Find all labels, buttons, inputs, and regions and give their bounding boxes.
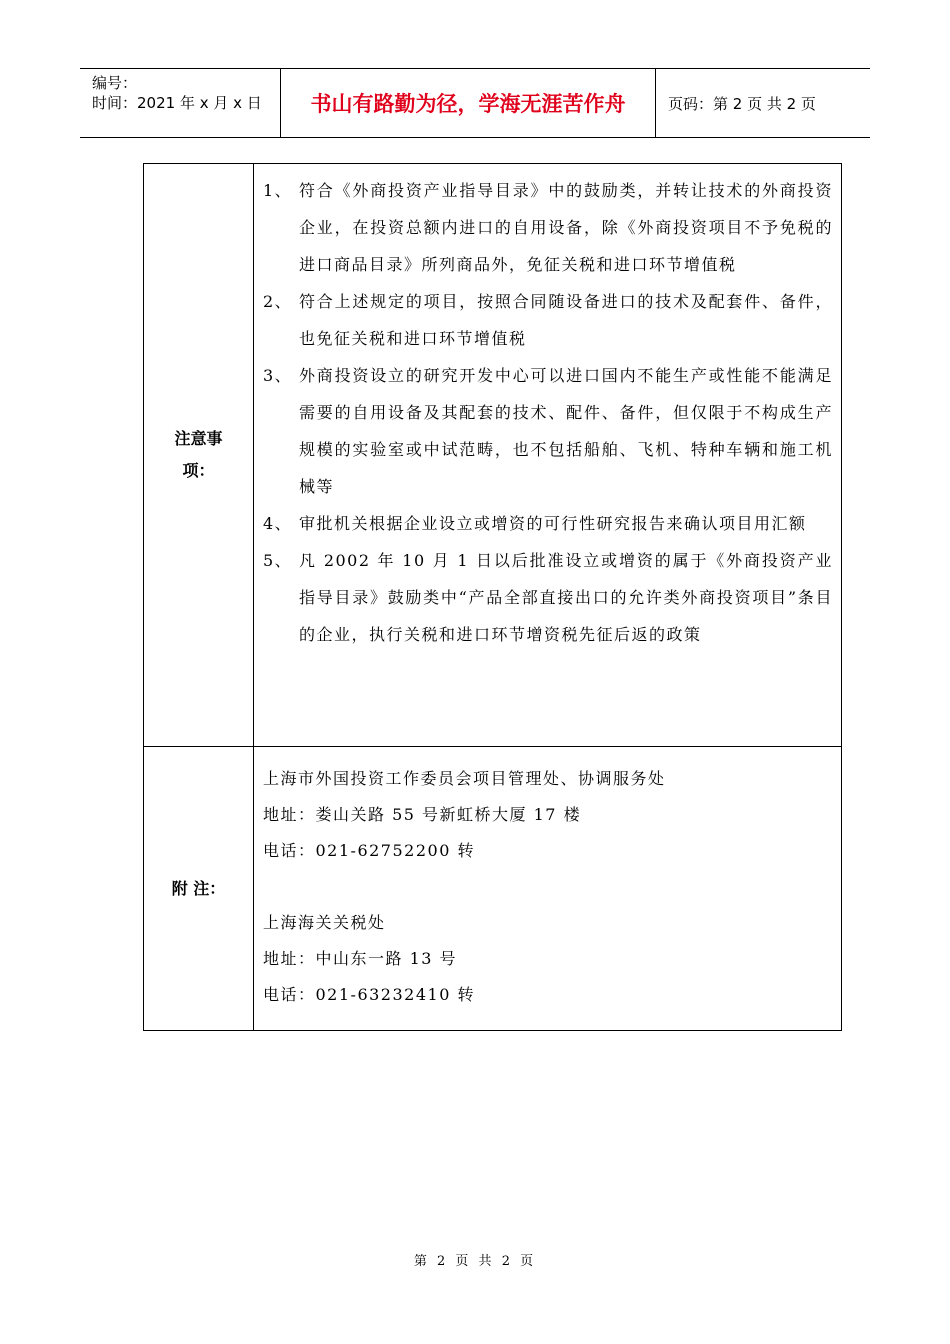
header-motto: 书山有路勤为径，学海无涯苦作舟 xyxy=(280,69,656,137)
spacer xyxy=(263,869,833,905)
list-item-number: 2、 xyxy=(263,292,293,311)
appendix-row xyxy=(144,747,841,1030)
appendix-label-cell xyxy=(144,747,254,1030)
time-label: 时间：2021 年 x 月 x 日 xyxy=(92,94,262,112)
org2-phone: 电话：021-63232410 转 xyxy=(263,985,475,1004)
org1-phone: 电话：021-62752200 转 xyxy=(263,841,475,860)
list-item-text: 符合上述规定的项目，按照合同随设备进口的技术及配套件、备件，也免征关税和进口环节增值税 xyxy=(299,292,833,348)
list-item-number: 1、 xyxy=(263,181,293,200)
list-item-text: 符合《外商投资产业指导目录》中的鼓励类，并转让技术的外商投资企业，在投资总额内进口的自用设备，除《外商投资项目不予免税的进口商品目录》所列商品外，免征关税和进口环节增值税 xyxy=(299,181,833,274)
list-item xyxy=(263,542,833,653)
notes-label-cell xyxy=(144,164,254,746)
header-page-label: 页码：第 2 页 共 2 页 xyxy=(668,94,816,113)
content-table xyxy=(143,163,842,1031)
list-item-number: 3、 xyxy=(263,366,293,385)
number-label: 编号： xyxy=(92,74,138,92)
document-header xyxy=(80,68,870,138)
list-item-text: 外商投资设立的研究开发中心可以进口国内不能生产或性能不能满足需要的自用设备及其配套的技术、配件、备件，但仅限于不构成生产规模的实验室或中试范畴，也不包括船舶、飞机、特种车辆和施工机械等 xyxy=(299,366,833,496)
page-footer: 第 2 页 共 2 页 xyxy=(413,1254,537,1269)
org2-address: 地址：中山东一路 13 号 xyxy=(263,949,458,968)
header-meta xyxy=(80,69,280,137)
list-item-number: 4、 xyxy=(263,514,293,533)
list-item xyxy=(263,172,833,283)
org2-name: 上海海关关税处 xyxy=(263,913,386,932)
notes-label: 注意事项： xyxy=(174,429,223,480)
org1-address: 地址：娄山关路 55 号新虹桥大厦 17 楼 xyxy=(263,805,582,824)
list-item-text: 凡 2002 年 10 月 1 日以后批准设立或增资的属于《外商投资产业指导目录》鼓励类中“产品全部直接出口的允许类外商投资项目”条目的企业，执行关税和进口环节增资税先征后返的政策 xyxy=(299,551,833,644)
list-item xyxy=(263,505,833,542)
list-item xyxy=(263,357,833,505)
appendix-label: 附 注： xyxy=(171,878,226,898)
list-item xyxy=(263,283,833,357)
list-item-number: 5、 xyxy=(263,551,293,570)
notes-row xyxy=(144,164,841,747)
list-item-text: 审批机关根据企业设立或增资的可行性研究报告来确认项目用汇额 xyxy=(299,514,807,533)
org1-name: 上海市外国投资工作委员会项目管理处、协调服务处 xyxy=(263,769,666,788)
appendix-content xyxy=(254,747,841,1030)
notes-list xyxy=(254,164,841,746)
